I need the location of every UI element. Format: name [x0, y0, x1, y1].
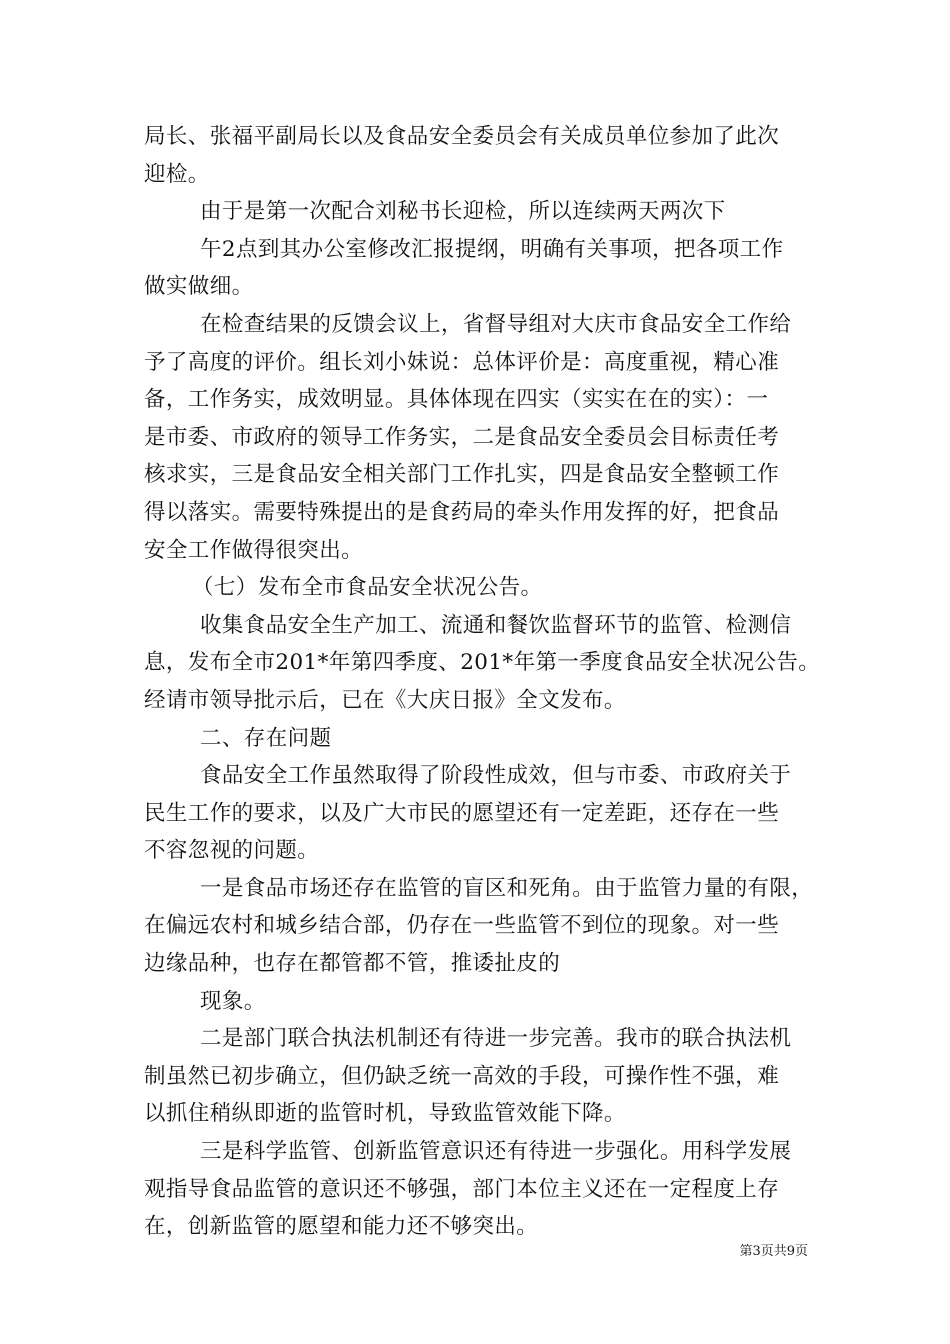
text-line: 观指导食品监管的意识还不够强，部门本位主义还在一定程度上存 — [144, 1176, 780, 1202]
text-line: 三是科学监管、创新监管意识还有待进一步强化。用科学发展 — [200, 1139, 792, 1165]
text-line: 在偏远农村和城乡结合部，仍存在一些监管不到位的现象。对一些 — [144, 913, 780, 939]
text-line: 午2点到其办公室修改汇报提纲，明确有关事项，把各项工作 — [200, 236, 784, 262]
text-line: 在检查结果的反馈会议上，省督导组对大庆市食品安全工作给 — [200, 311, 792, 337]
page-number: 第3页共9页 — [739, 1244, 808, 1259]
text-line: 不容忽视的问题。 — [144, 838, 320, 864]
text-line: 经请市领导批示后，已在《大庆日报》全文发布。 — [144, 687, 626, 713]
section-heading: （七）发布全市食品安全状况公告。 — [192, 575, 543, 601]
text-line: 是市委、市政府的领导工作务实，二是食品安全委员会目标责任考 — [144, 424, 780, 450]
text-line: 安全工作做得很突出。 — [144, 537, 364, 563]
text-line: 息，发布全市201*年第四季度、201*年第一季度食品安全状况公告。 — [144, 650, 821, 676]
text-line: 予了高度的评价。组长刘小妹说：总体评价是：高度重视，精心准 — [144, 349, 780, 375]
text-line: 得以落实。需要特殊提出的是食药局的牵头作用发挥的好，把食品 — [144, 499, 780, 525]
document-body — [144, 118, 821, 1246]
text-line: 食品安全工作虽然取得了阶段性成效，但与市委、市政府关于 — [200, 763, 792, 789]
text-line: 局长、张福平副局长以及食品安全委员会有关成员单位参加了此次 — [144, 124, 780, 149]
text-line: 二是部门联合执法机制还有待进一步完善。我市的联合执法机 — [200, 1026, 792, 1052]
text-line: 一是食品市场还存在监管的盲区和死角。由于监管力量的有限， — [200, 875, 814, 901]
text-line: 由于是第一次配合刘秘书长迎检，所以连续两天两次下 — [200, 199, 726, 225]
text-line: 边缘品种，也存在都管都不管，推诿扯皮的 — [144, 951, 561, 977]
text-line: 备，工作务实，成效明显。具体体现在四实（实实在在的实）：一 — [144, 387, 769, 413]
text-line: 现象。 — [200, 988, 266, 1014]
text-line: 做实做细。 — [144, 274, 254, 300]
text-line: 民生工作的要求，以及广大市民的愿望还有一定差距，还存在一些 — [144, 800, 780, 826]
text-line: 制虽然已初步确立，但仍缺乏统一高效的手段，可操作性不强，难 — [144, 1063, 780, 1089]
text-line: 收集食品安全生产加工、流通和餐饮监督环节的监管、检测信 — [200, 612, 792, 638]
text-line: 核求实，三是食品安全相关部门工作扎实，四是食品安全整顿工作 — [144, 462, 780, 488]
text-line: 迎检。 — [144, 161, 210, 187]
section-heading: 二、存在问题 — [200, 725, 332, 751]
text-line: 在，创新监管的愿望和能力还不够突出。 — [144, 1214, 539, 1240]
text-line: 以抓住稍纵即逝的监管时机，导致监管效能下降。 — [144, 1101, 626, 1127]
